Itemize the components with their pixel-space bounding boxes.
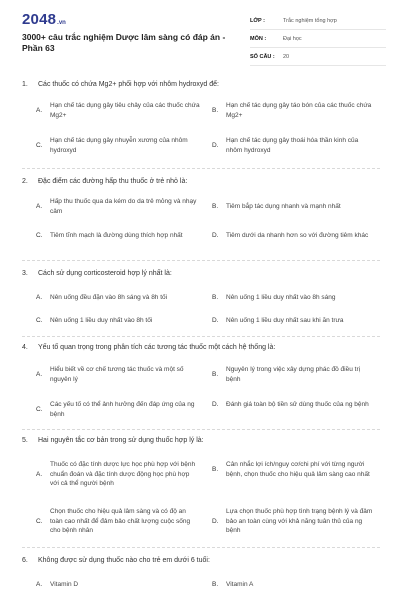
option-text: Cân nhắc lợi ích/nguy cơ/chi phí với từng người bệnh, chọn thuốc cho hiệu quả lâm sàng cao nhất xyxy=(226,461,370,478)
option-letter: C. xyxy=(36,141,43,149)
option-text: Hạn chế tác dụng gây táo bón của các thuốc chứa Mg2+ xyxy=(226,102,372,119)
logo-domain: .vn xyxy=(57,20,66,26)
option-letter: B. xyxy=(212,106,219,114)
option-2a[interactable] xyxy=(36,197,200,216)
question-4 xyxy=(22,343,382,353)
site-logo[interactable] xyxy=(22,12,66,28)
option-5c[interactable] xyxy=(36,507,200,536)
option-letter: B. xyxy=(212,203,219,210)
meta-value: 20 xyxy=(283,53,290,60)
option-text: Tiêm dưới da nhanh hơn so với đường tiêm khác xyxy=(226,232,369,239)
meta-row-class xyxy=(250,12,386,30)
meta-label: MÔN : xyxy=(250,35,267,42)
option-letter: A. xyxy=(36,581,43,588)
option-letter: A. xyxy=(36,106,43,114)
option-3c[interactable] xyxy=(36,316,200,326)
page-title: 3000+ câu trắc nghiệm Dược lâm sàng có đáp án - Phần 63 xyxy=(22,32,226,53)
option-letter: A. xyxy=(36,470,43,478)
question-number: 2. xyxy=(22,178,28,185)
question-number: 5. xyxy=(22,437,28,444)
question-number: 4. xyxy=(22,344,28,351)
option-letter: C. xyxy=(36,405,43,413)
question-3 xyxy=(22,269,382,279)
question-6 xyxy=(22,556,382,566)
option-letter: D. xyxy=(212,141,219,149)
option-text: Đánh giá toàn bộ tiền sử dùng thuốc của ng bệnh xyxy=(226,401,369,408)
option-5a[interactable] xyxy=(36,460,200,489)
option-letter: D. xyxy=(212,232,219,239)
option-letter: A. xyxy=(36,370,43,378)
question-number: 3. xyxy=(22,270,28,277)
option-text: Chọn thuốc cho hiệu quả lâm sàng và có độ an toàn cao nhất để đảm bảo chất lượng cuộc sống cho bệnh nhân xyxy=(50,508,191,534)
option-2c[interactable] xyxy=(36,231,200,241)
meta-value: Trắc nghiệm tổng hợp xyxy=(283,17,337,24)
option-text: Tiêm bắp tác dụng nhanh và mạnh nhất xyxy=(226,203,341,210)
option-4c[interactable] xyxy=(36,400,200,419)
option-5d[interactable] xyxy=(212,507,376,536)
meta-label: LỚP : xyxy=(250,17,265,24)
option-1b[interactable] xyxy=(212,101,376,120)
question-2 xyxy=(22,177,382,187)
meta-row-subject xyxy=(250,30,386,48)
option-text: Hấp thu thuốc qua da kém do da trẻ mỏng và nhạy cảm xyxy=(50,198,197,215)
option-3b[interactable] xyxy=(212,293,376,303)
option-letter: B. xyxy=(212,465,219,473)
option-text: Hạn chế tác dụng gây thoái hóa thần kinh của nhôm hydroxyd xyxy=(226,137,359,154)
option-letter: B. xyxy=(212,370,219,378)
option-text: Nên uống 1 liều duy nhất vào 8h sáng xyxy=(226,294,336,301)
question-text: Đặc điểm các đường hấp thu thuốc ở trẻ nhỏ là: xyxy=(38,178,188,185)
divider xyxy=(22,168,380,169)
option-5b[interactable] xyxy=(212,460,376,479)
question-1 xyxy=(22,80,382,90)
question-text: Không được sử dụng thuốc nào cho trẻ em dưới 6 tuổi: xyxy=(38,557,210,564)
option-3d[interactable] xyxy=(212,316,376,326)
divider xyxy=(22,260,380,261)
option-6a[interactable] xyxy=(36,580,200,590)
option-4a[interactable] xyxy=(36,365,200,384)
option-text: Hạn chế tác dụng gây tiêu chảy của các thuốc chứa Mg2+ xyxy=(50,102,200,119)
option-letter: D. xyxy=(212,317,219,324)
question-number: 1. xyxy=(22,81,28,88)
option-letter: A. xyxy=(36,294,43,301)
meta-table xyxy=(250,12,386,66)
question-number: 6. xyxy=(22,557,28,564)
logo-text: 2048 xyxy=(22,11,57,28)
option-letter: B. xyxy=(212,294,219,301)
option-text: Hạn chế tác dụng gây nhuyễn xương của nhôm hydroxyd xyxy=(50,137,188,154)
option-2b[interactable] xyxy=(212,202,376,212)
question-text: Các thuốc có chứa Mg2+ phối hợp với nhôm hydroxyd để: xyxy=(38,81,219,88)
meta-label: SỐ CÂU : xyxy=(250,53,275,60)
option-letter: D. xyxy=(212,517,219,525)
option-text: Các yếu tố có thể ảnh hưởng đến đáp ứng của ng bệnh xyxy=(50,401,195,418)
divider xyxy=(22,336,380,337)
option-text: Nguyên lý trong việc xây dựng phác đồ điều trị bệnh xyxy=(226,366,361,383)
divider xyxy=(22,429,380,430)
option-text: Vitamin D xyxy=(50,581,79,588)
option-letter: C. xyxy=(36,317,43,324)
option-6b[interactable] xyxy=(212,580,376,590)
meta-row-count xyxy=(250,48,386,66)
option-2d[interactable] xyxy=(212,231,376,241)
option-letter: C. xyxy=(36,232,43,239)
option-text: Nên uống 1 liều duy nhất sau khi ăn trưa xyxy=(226,317,344,324)
option-text: Nên uống 1 liều duy nhất vào 8h tối xyxy=(50,317,153,324)
option-4b[interactable] xyxy=(212,365,376,384)
option-1d[interactable] xyxy=(212,136,376,155)
option-1c[interactable] xyxy=(36,136,200,155)
option-text: Hiểu biết về cơ chế tương tác thuốc và một số nguyên lý xyxy=(50,366,184,383)
option-3a[interactable] xyxy=(36,293,200,303)
option-letter: D. xyxy=(212,401,219,408)
question-text: Yếu tố quan trọng trong phân tích các tương tác thuốc một cách hệ thống là: xyxy=(38,344,276,351)
option-letter: A. xyxy=(36,202,43,210)
option-text: Vitamin A xyxy=(226,581,254,588)
question-text: Hai nguyên tắc cơ bản trong sử dụng thuốc hợp lý là: xyxy=(38,437,204,444)
option-text: Lựa chọn thuốc phù hợp tình trạng bệnh lý và đảm bảo an toàn cùng với khả năng tuân thủ của ng bệnh xyxy=(226,508,373,534)
option-4d[interactable] xyxy=(212,400,376,410)
question-text: Cách sử dụng corticosteroid hợp lý nhất là: xyxy=(38,270,172,277)
option-text: Tiêm tĩnh mạch là đường dùng thích hợp nhất xyxy=(50,232,183,239)
page-header xyxy=(0,0,400,84)
question-5 xyxy=(22,436,382,446)
option-letter: C. xyxy=(36,517,43,525)
option-text: Thuốc có đặc tính dược lực học phù hợp với bệnh chuẩn đoán và đặc tính dược động học phù hợp với cả thể người bệnh xyxy=(50,461,196,487)
option-letter: B. xyxy=(212,581,219,588)
meta-value: Đại học xyxy=(283,35,302,42)
option-text: Nên uống đều đặn vào 8h sáng và 8h tối xyxy=(50,294,168,301)
option-1a[interactable] xyxy=(36,101,200,120)
divider xyxy=(22,547,380,548)
